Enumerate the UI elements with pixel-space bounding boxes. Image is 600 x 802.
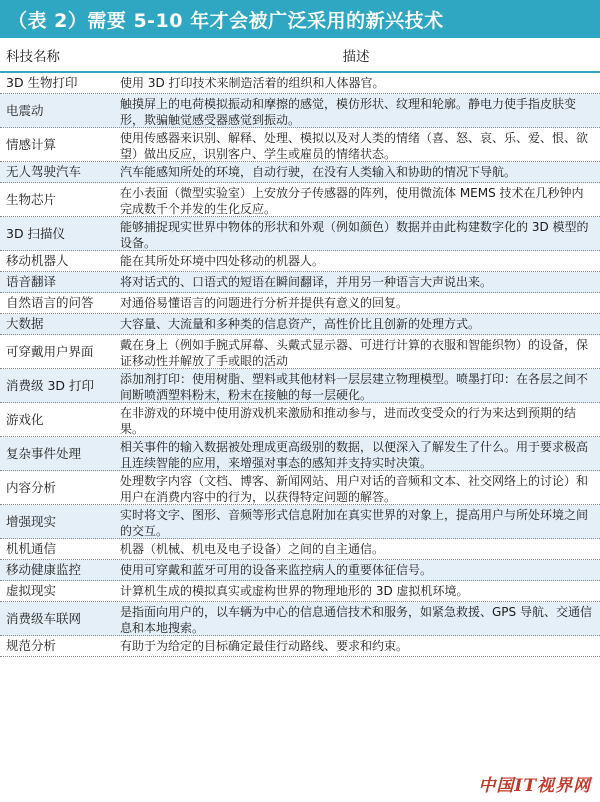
tech-description: 有助于为给定的目标确定最佳行动路线、要求和约束。	[120, 639, 409, 653]
tech-description: 汽车能感知所处的环境，自动行驶，在没有人类输入和协助的情况下导航。	[120, 165, 517, 179]
table-row	[0, 293, 600, 314]
tech-name: 虚拟现实	[6, 583, 57, 599]
table-row	[0, 505, 600, 539]
tech-name: 消费级车联网	[6, 610, 82, 626]
watermark-logo: 中国IT视界网	[475, 771, 594, 796]
table-row	[0, 335, 600, 369]
tech-description: 使用 3D 打印技术来制造活着的组织和人体器官。	[120, 76, 385, 90]
tech-description: 触摸屏上的电荷模拟振动和摩擦的感觉，模仿形状、纹理和轮廓。静电力使手指皮肤变形，欺骗触觉感受器感觉到振动。	[120, 97, 577, 127]
tech-name: 3D 扫描仪	[6, 225, 66, 241]
tech-name: 电震动	[6, 102, 44, 118]
header-name: 科技名称	[6, 48, 60, 65]
tech-description: 使用可穿戴和蓝牙可用的设备来监控病人的重要体征信号。	[120, 563, 433, 577]
tech-name: 3D 生物打印	[6, 75, 78, 91]
table-row	[0, 183, 600, 217]
tech-name: 移动健康监控	[6, 562, 82, 578]
tech-description: 能够捕捉现实世界中物体的形状和外观（例如颜色）数据并由此构建数字化的 3D 模型的设备。	[120, 220, 589, 250]
tech-name: 情感计算	[6, 136, 57, 152]
table-row	[0, 73, 600, 94]
tech-name: 无人驾驶汽车	[6, 164, 82, 180]
table-body	[0, 73, 600, 657]
table-row	[0, 560, 600, 581]
table-row	[0, 162, 600, 183]
tech-name: 机机通信	[6, 541, 57, 557]
table-row	[0, 94, 600, 128]
table-row	[0, 403, 600, 437]
tech-description: 处理数字内容（文档、博客、新闻网站、用户对话的音频和文本、社交网络上的讨论）和用户在消费内容中的行为，以获得特定问题的解答。	[120, 474, 589, 504]
table-title	[0, 0, 600, 38]
tech-description: 戴在身上（例如手腕式屏幕、头戴式显示器、可进行计算的衣服和智能织物）的设备，保证移动性并解放了手或眼的活动	[120, 338, 589, 368]
table-row	[0, 128, 600, 162]
tech-name: 自然语言的问答	[6, 295, 94, 311]
tech-name: 规范分析	[6, 638, 57, 654]
table-row	[0, 251, 600, 272]
tech-name: 消费级 3D 打印	[6, 377, 95, 393]
tech-name: 复杂事件处理	[6, 445, 82, 461]
table-row	[0, 369, 600, 403]
tech-description: 对通俗易懂语言的问题进行分析并提供有意义的回复。	[120, 296, 409, 310]
tech-description: 添加剂打印：使用树脂、塑料或其他材料一层层建立物理模型。喷墨打印：在各层之间不间断喷洒塑料粉末，粉末在接触的每一层硬化。	[120, 372, 589, 402]
tech-description: 大容量、大流量和多种类的信息资产，高性价比且创新的处理方式。	[120, 317, 481, 331]
tech-name: 生物芯片	[6, 191, 57, 207]
tech-name: 增强现实	[6, 513, 57, 529]
tech-name: 游戏化	[6, 411, 44, 427]
tech-description: 能在其所处环境中四处移动的机器人。	[120, 254, 325, 268]
tech-description: 实时将文字、图形、音频等形式信息附加在真实世界的对象上，提高用户与所处环境之间的交互。	[120, 508, 589, 538]
table-row	[0, 471, 600, 505]
table-title-text: （表 2）需要 5-10 年才会被广泛采用的新兴技术	[8, 9, 444, 32]
tech-name: 语音翻译	[6, 274, 57, 290]
table-row	[0, 602, 600, 636]
tech-description: 机器（机械、机电及电子设备）之间的自主通信。	[120, 542, 385, 556]
table-row	[0, 539, 600, 560]
table-row	[0, 581, 600, 602]
tech-name: 大数据	[6, 316, 44, 332]
table-row	[0, 217, 600, 251]
tech-name: 内容分析	[6, 479, 57, 495]
table-row	[0, 437, 600, 471]
table-row	[0, 636, 600, 657]
table-header	[0, 38, 600, 73]
tech-description: 在小表面（微型实验室）上安放分子传感器的阵列，使用微流体 MEMS 技术在几秒钟内完成数千个并发的生化反应。	[120, 186, 584, 216]
tech-name: 移动机器人	[6, 253, 69, 269]
tech-description: 相关事件的输入数据被处理成更高级别的数据，以便深入了解发生了什么。用于要求极高且连续智能的应用，来增强对事态的感知并支持实时决策。	[120, 440, 589, 470]
header-desc: 描述	[342, 48, 370, 65]
tech-description: 是指面向用户的，以车辆为中心的信息通信技术和服务，如紧急救援、GPS 导航、交通信息和本地搜索。	[120, 605, 592, 635]
table-row	[0, 272, 600, 293]
tech-description: 在非游戏的环境中使用游戏机来激励和推动参与，进而改变受众的行为来达到预期的结果。	[120, 406, 577, 436]
table-row	[0, 314, 600, 335]
tech-name: 可穿戴用户界面	[6, 343, 94, 359]
tech-description: 计算机生成的模拟真实或虚构世界的物理地形的 3D 虚拟机环境。	[120, 584, 469, 598]
tech-description: 使用传感器来识别、解释、处理、模拟以及对人类的情绪（喜、怒、哀、乐、爱、恨、欲望）做出反应，识别客户、学生或雇员的情绪状态。	[120, 131, 589, 161]
tech-description: 将对话式的、口语式的短语在瞬间翻译，并用另一种语言大声说出来。	[120, 275, 493, 289]
